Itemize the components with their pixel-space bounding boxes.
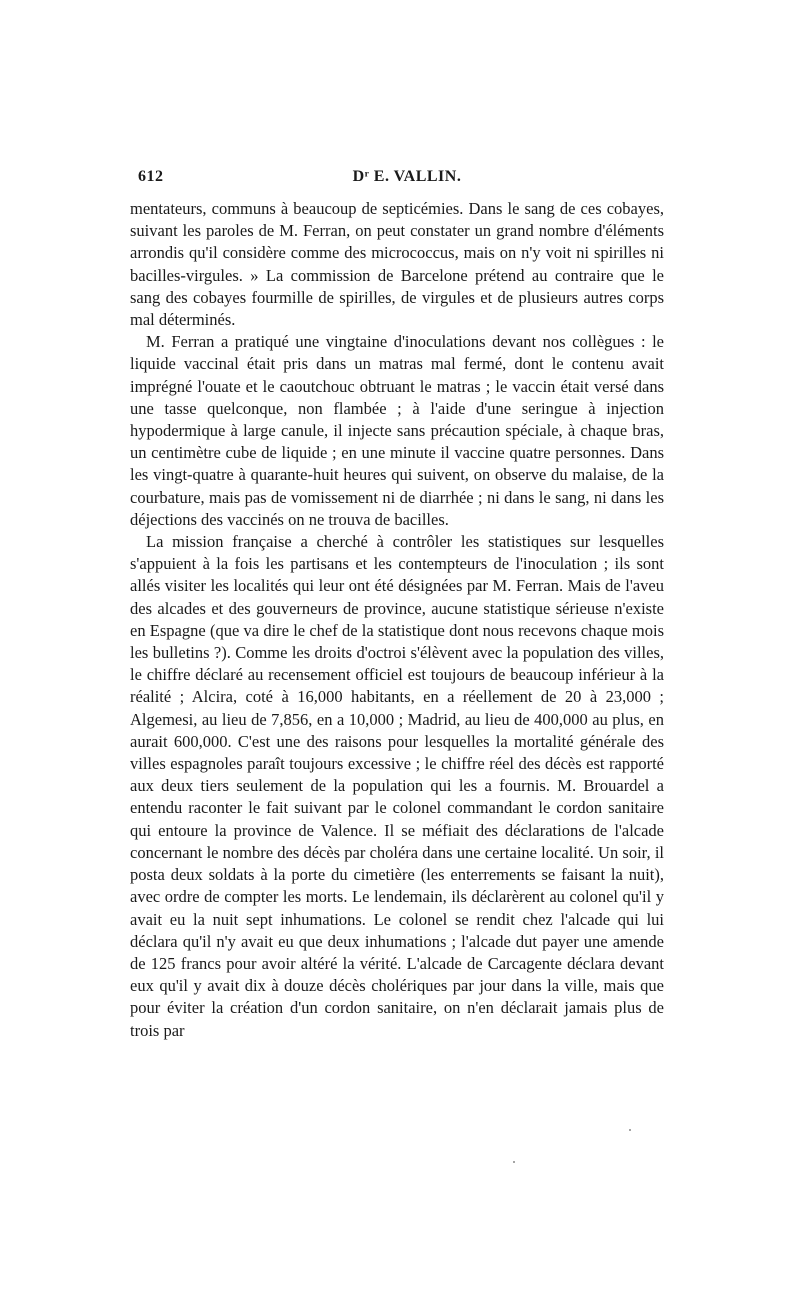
paragraph-inoculations: M. Ferran a pratiqué une vingtaine d'inoculations devant nos collègues : le liquide vaccinal était pris dans un matras mal fermé, dont le contenu avait imprégné l'ouate et le caoutchouc obtruant le matras ; le vaccin était versé dans une tasse quelconque, non flambée ; à l'aide d'une seringue à injection hypodermique à large canule, il injecte sans précaution spéciale, à chaque bras, un centimètre cube de liquide ; en une minute il vaccine quatre personnes. Dans les vingt-quatre à quarante-huit heures qui suivent, on observe du malaise, de la courbature, mais pas de vomissement ni de diarrhée ; ni dans le sang, ni dans les déjections des vaccinés on ne trouva de bacilles. (130, 332, 664, 529)
body-text (130, 198, 664, 1042)
book-page (130, 168, 664, 1042)
paragraph-statistics: La mission française a cherché à contrôler les statistiques sur lesquelles s'appuient à la fois les partisans et les contempteurs de l'inoculation ; ils sont allés visiter les localités qui leur ont été désignées par M. Ferran. Mais de l'aveu des alcades et des gouverneurs de province, aucune statistique sérieuse n'existe en Espagne (que va dire le chef de la statistique dont nous recevons chaque mois les bulletins ?). Comme les droits d'octroi s'élèvent avec la population des villes, le chiffre déclaré au recensement officiel est toujours de beaucoup inférieur à la réalité ; Alcira, coté à 16,000 habitants, en a réellement de 20 à 23,000 ; Algemesi, au lieu de 7,856, en a 10,000 ; Madrid, au lieu de 400,000 au plus, en aurait 600,000. C'est une des raisons pour lesquelles la mortalité générale des villes espagnoles paraît toujours excessive ; le chiffre réel des décès est rapporté aux deux tiers seulement de la population qui les a fournis. M. Brouardel a entendu raconter le fait suivant par le colonel commandant le cordon sanitaire qui entoure la province de Valence. Il se méfiait des déclarations de l'alcade concernant le nombre des décès par choléra dans une certaine localité. Un soir, il posta deux soldats à la porte du cimetière (les enterrements se faisant la nuit), avec ordre de compter les morts. Le lendemain, ils déclarèrent au colonel qu'il y avait eu la nuit sept inhumations. Le colonel se rendit chez l'alcade qui lui déclara qu'il n'y avait eu que deux inhumations ; l'alcade dut payer une amende de 125 francs pour avoir altéré la vérité. L'alcade de Carcagente déclara devant eux qu'il y avait dix à douze décès cholériques par jour dans la ville, mais que pour éviter la création d'un cordon sanitaire, on n'en déclarait jamais plus de trois par (130, 532, 664, 1040)
scan-speck (629, 1129, 631, 1131)
page-number: 612 (138, 168, 164, 185)
page-header (130, 168, 664, 190)
running-head: Dʳ E. VALLIN. (352, 168, 462, 185)
scan-speck (513, 1161, 515, 1163)
paragraph-continuation: mentateurs, communs à beaucoup de septicémies. Dans le sang de ces cobayes, suivant les paroles de M. Ferran, on peut constater un grand nombre d'éléments arrondis qu'il considère comme des micrococcus, mais on n'y voit ni spirilles ni bacilles-virgules. » La commission de Barcelone prétend au contraire que le sang des cobayes fourmille de spirilles, de virgules et de plusieurs autres corps mal déterminés. (130, 199, 664, 330)
